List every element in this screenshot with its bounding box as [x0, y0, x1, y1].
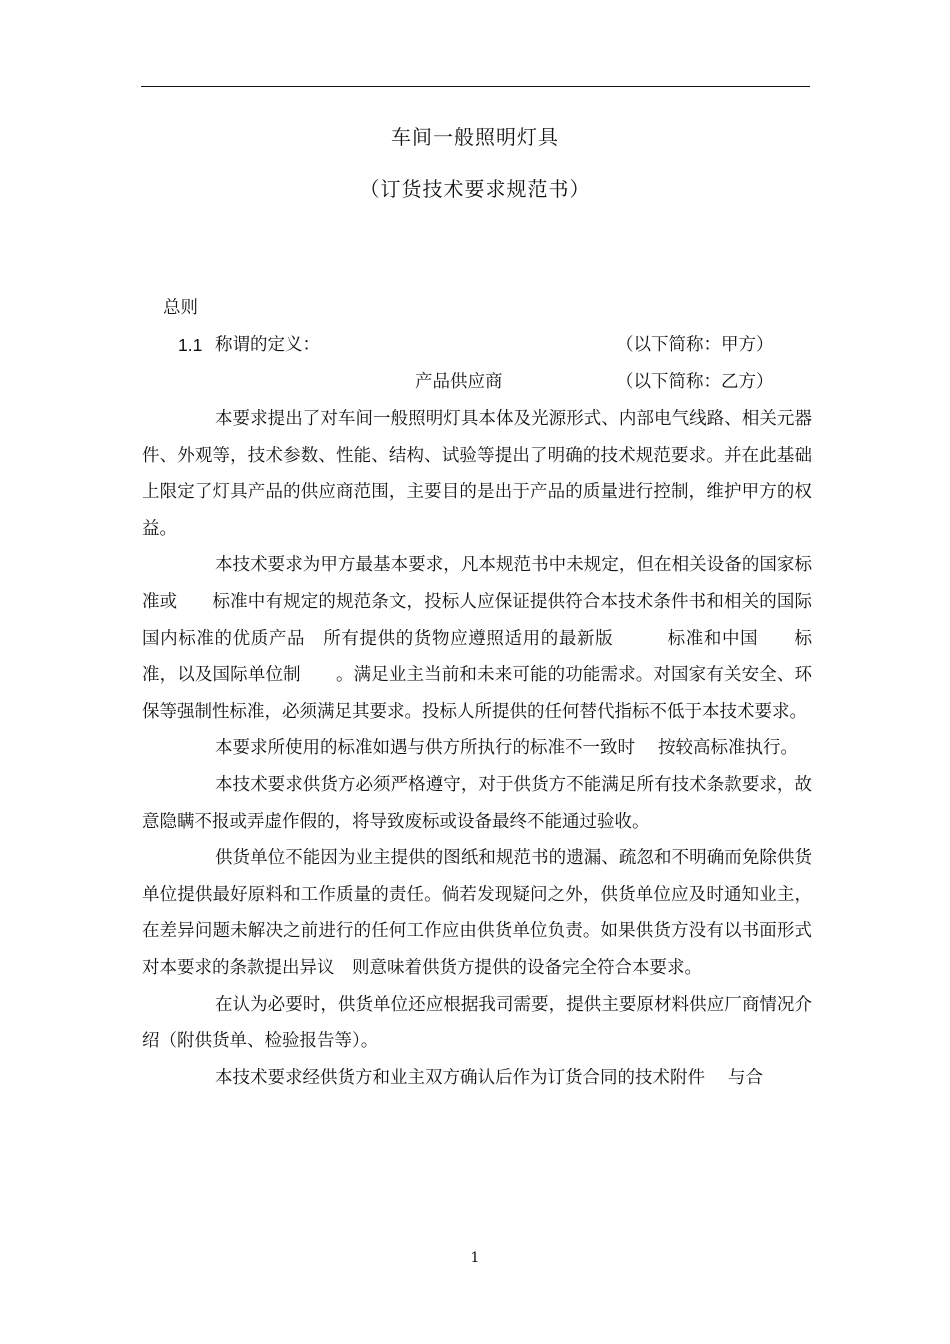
- supplier-label: 产品供应商: [415, 372, 503, 392]
- document-title: 车间一般照明灯具: [391, 125, 559, 149]
- paragraph: 供货单位不能因为业主提供的图纸和规范书的遗漏、疏忽和不明确而免除供货单位提供最好原料和工作质量的责任。倘若发现疑问之外，供货单位应及时通知业主，在差异问题未解决之前进行的任何工作应由供货单位负责。如果供货方没有以书面形式对本要求的条款提出异议 则意味着供货方提供的设备完全符合本要求。: [142, 848, 812, 978]
- document-subtitle: （订货技术要求规范书）: [359, 177, 591, 201]
- page-number: 1: [470, 1250, 480, 1266]
- paragraph: 在认为必要时，供货单位还应根据我司需要，提供主要原材料供应厂商情况介绍（附供货单、检验报告等）。: [142, 994, 812, 1052]
- paragraph: 本技术要求为甲方最基本要求，凡本规范书中未规定，但在相关设备的国家标准或 标准中有规定的规范条文，投标人应保证提供符合本技术条件书和相关的国际国内标准的优质产品 所有提供的货物应遵照适用的最新版 标准和中国 标准，以及国际单位制 。满足业主当前和未来可能的功能需求。对国家有关安全、环保等强制性标准，必须满足其要求。投标人所提供的任何替代指标不低于本技术要求。: [142, 555, 812, 722]
- header-rule: [141, 86, 810, 87]
- abbr-party-a: （以下简称：甲方）: [616, 335, 774, 355]
- body-text: [142, 401, 812, 1096]
- abbr-party-b: （以下简称：乙方）: [616, 372, 774, 392]
- paragraph: 本技术要求经供货方和业主双方确认后作为订货合同的技术附件 与合: [215, 1067, 764, 1088]
- paragraph: 本技术要求供货方必须严格遵守，对于供货方不能满足所有技术条款要求，故意隐瞒不报或弄虚作假的，将导致废标或设备最终不能通过验收。: [142, 774, 812, 832]
- item-label: 称谓的定义：: [215, 335, 320, 355]
- section-heading: 总则: [163, 298, 198, 318]
- paragraph: 本要求提出了对车间一般照明灯具本体及光源形式、内部电气线路、相关元器件、外观等，技术参数、性能、结构、试验等提出了明确的技术规范要求。并在此基础上限定了灯具产品的供应商范围，主要目的是出于产品的质量进行控制，维护甲方的权益。: [142, 409, 812, 539]
- item-number: 1.1: [178, 335, 203, 355]
- paragraph: 本要求所使用的标准如遇与供方所执行的标准不一致时 按较高标准执行。: [215, 738, 799, 759]
